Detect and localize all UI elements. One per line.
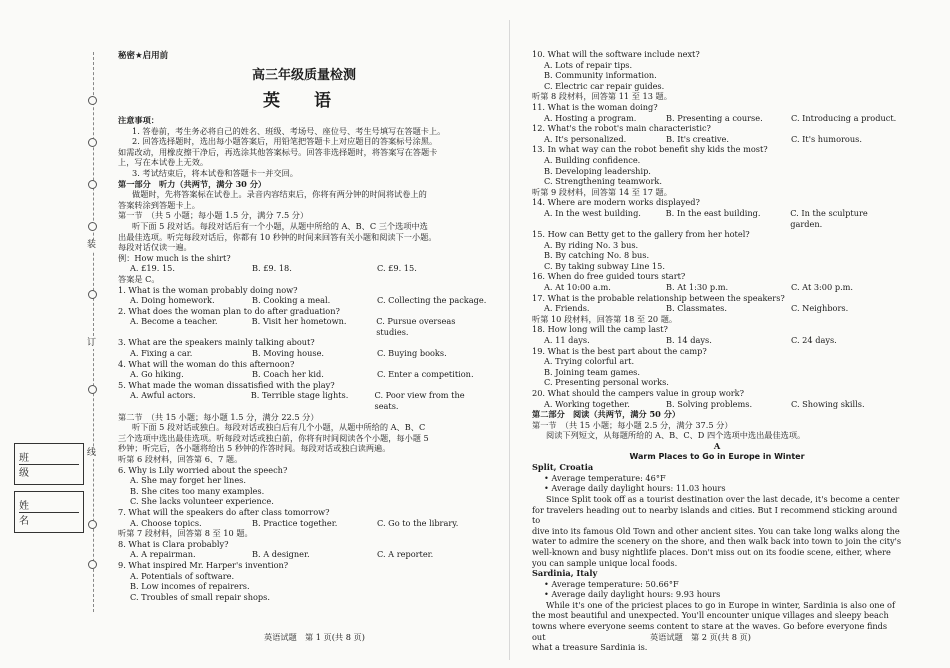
text-line: C. Strengthening teamwork. <box>544 176 662 187</box>
option-choice: C. Enter a competition. <box>377 369 474 380</box>
text-line: 20. What should the campers value in group work? <box>532 388 745 398</box>
text-line: A <box>713 440 721 451</box>
option-choice: A. Fixing a car. <box>130 348 193 359</box>
text-line: 3. 考试结束后，将本试卷和答题卡一并交回。 <box>132 167 298 178</box>
text-line: B. Low incomes of repairers. <box>130 581 250 592</box>
text-line: 听下面 5 段对话或独白。每段对话或独白后有几个小题，从题中所给的 A、B、C <box>132 422 426 433</box>
text-line: 14. Where are modern works displayed? <box>532 197 700 208</box>
option-choice: C. Buying books. <box>377 348 447 359</box>
left-column <box>118 115 490 602</box>
option-choice: C. Poor view from the seats. <box>374 390 465 412</box>
option-row <box>130 369 490 380</box>
option-choice: C. Showing skills. <box>791 398 865 409</box>
option-choice: C. £9. 15. <box>377 263 417 274</box>
text-line: Warm Places to Go in Europe in Winter <box>629 451 805 461</box>
text-line: 17. What is the probable relationship between the speakers? <box>532 292 785 303</box>
text-line: C. Presenting personal works. <box>544 377 669 388</box>
name-box[interactable] <box>14 491 84 533</box>
option-row <box>544 303 902 314</box>
text-line: A. She may forget her lines. <box>130 475 246 486</box>
text-line: 3. What are the speakers mainly talking about? <box>118 337 315 348</box>
text-line: C. She lacks volunteer experience. <box>130 496 274 507</box>
text-line: 15. How can Betty get to the gallery from her hotel? <box>532 229 750 240</box>
text-line: 8. What is Clara probably? <box>118 538 229 549</box>
option-choice: C. In the sculpture garden. <box>790 207 868 229</box>
confidential-label: 秘密★启用前 <box>118 51 169 61</box>
option-row <box>544 282 902 293</box>
text-line: 第一节 （共 5 小题；每小题 1.5 分，满分 7.5 分） <box>118 210 309 221</box>
option-choice: B. Practice together. <box>252 517 338 528</box>
text-line: 16. When do free guided tours start? <box>532 271 686 282</box>
option-choice: C. A reporter. <box>377 549 434 560</box>
page-footer-2: 英语试题 第 2 页(共 8 页) <box>650 632 751 642</box>
text-line: 注意事项： <box>118 115 159 125</box>
text-line: 5. What made the woman dissatisfied with the play? <box>118 379 335 390</box>
option-choice: C. Go to the library. <box>377 517 459 528</box>
option-choice: B. £9. 18. <box>252 263 292 274</box>
text-line: 6. Why is Lily worried about the speech? <box>118 464 288 475</box>
text-line: 4. What will the woman do this afternoon? <box>118 358 295 369</box>
option-choice: A. Awful actors. <box>130 390 196 401</box>
option-row <box>130 348 490 359</box>
text-line: 每段对话仅读一遍。 <box>118 242 192 253</box>
text-line: 第二部分 阅读（共两节，满分 50 分） <box>532 409 681 420</box>
option-choice: C. 24 days. <box>791 335 837 346</box>
text-line: Sardinia, Italy <box>532 568 598 579</box>
binding-margin <box>0 0 112 668</box>
class-label: 班 级 <box>19 453 43 479</box>
binding-char: 线 <box>87 448 97 458</box>
text-line: water to admire the scenery on the shore, and then walk back into town to join the city's <box>532 536 902 547</box>
option-choice: B. Moving house. <box>252 348 325 359</box>
text-line: B. Community information. <box>544 70 657 81</box>
text-line: well-known and busy nightlife places. Don't miss out on its foodie scene, either, where <box>532 546 891 557</box>
text-line: 听第 6 段材料，回答第 6、7 题。 <box>118 454 243 464</box>
text-line: for travelers heading out to nearby islands and cities. But I recommend sticking around to <box>532 504 898 526</box>
text-line: 19. What is the best part about the camp? <box>532 345 707 356</box>
binding-char: 装 <box>87 240 97 250</box>
option-choice: A. Choose topics. <box>130 517 202 528</box>
option-choice: A. It's personalized. <box>544 133 627 144</box>
text-line: 阅读下列短文，从每题所给的 A、B、C、D 四个选项中选出最佳选项。 <box>546 430 806 441</box>
text-line: 上，写在本试卷上无效。 <box>118 157 209 168</box>
binding-hole <box>88 520 97 529</box>
option-choice: A. £19. 15. <box>130 263 175 274</box>
right-column <box>532 49 902 653</box>
text-line: C. By taking subway Line 15. <box>544 260 665 271</box>
option-choice: B. A designer. <box>252 549 310 560</box>
text-line: 第一部分 听力（共两节，满分 30 分） <box>118 178 267 189</box>
text-line: 听下面 5 段对话。每段对话后有一个小题，从题中所给的 A、B、C 三个选项中选 <box>132 220 428 231</box>
option-choice: B. Visit her hometown. <box>251 316 347 327</box>
option-choice: C. It's humorous. <box>791 133 862 144</box>
option-choice: C. Collecting the package. <box>377 295 487 306</box>
option-choice: C. Introducing a product. <box>791 112 897 123</box>
text-line: the most beautiful and unexpected. You'll encounter unique villages and sleepy beach <box>532 610 889 621</box>
text-line: 13. In what way can the robot benefit shy kids the most? <box>532 144 768 155</box>
text-line: A. Building confidence. <box>544 154 641 165</box>
text-line: what a treasure Sardinia is. <box>532 642 648 653</box>
option-row <box>130 295 490 306</box>
text-line: 10. What will the software include next? <box>532 49 700 59</box>
option-row <box>130 316 490 337</box>
option-choice: B. Classmates. <box>666 303 727 314</box>
text-line: 2. What does the woman plan to do after graduation? <box>118 305 340 316</box>
binding-hole <box>88 222 97 231</box>
option-choice: B. Solving problems. <box>666 398 753 409</box>
text-line: 例：How much is the shirt? <box>118 252 231 263</box>
text-line: 第一节 （共 15 小题；每小题 2.5 分，满分 37.5 分） <box>532 419 733 430</box>
text-line: C. Electric car repair guides. <box>544 80 665 91</box>
option-row <box>544 134 902 145</box>
option-choice: A. Become a teacher. <box>130 316 218 327</box>
text-line: 如需改动，用橡皮擦干净后，再选涂其他答案标号。回答非选择题时，将答案写在答题卡 <box>118 146 438 157</box>
page-footer-1: 英语试题 第 1 页(共 8 页) <box>264 632 365 642</box>
binding-hole <box>88 385 97 394</box>
binding-hole <box>88 180 97 189</box>
text-line: 出最佳选项。听完每段对话后，你都有 10 秒钟的时间来回答有关小题和阅读下一小题。 <box>118 231 437 242</box>
text-line: B. Joining team games. <box>544 366 640 377</box>
text-line: 答案转涂到答题卡上。 <box>118 199 200 210</box>
option-row <box>130 518 490 529</box>
option-choice: B. In the east building. <box>665 207 761 218</box>
option-row <box>544 208 902 229</box>
text-line: B. By catching No. 8 bus. <box>544 250 650 261</box>
text-line: 答案是 C。 <box>118 273 160 284</box>
option-choice: A. Hosting a program. <box>544 112 637 123</box>
option-choice: C. Neighbors. <box>791 303 849 314</box>
text-line: 9. What inspired Mr. Harper's invention? <box>118 559 289 570</box>
text-line: A. Trying colorful art. <box>544 356 635 367</box>
text-line: • Average daily daylight hours: 9.93 hours <box>544 589 721 600</box>
binding-hole <box>88 96 97 105</box>
text-line: 第二节 （共 15 小题；每小题 1.5 分，满分 22.5 分） <box>118 411 319 422</box>
option-choice: B. 14 days. <box>666 335 712 346</box>
option-choice: B. Coach her kid. <box>252 369 324 380</box>
text-line: • Average daily daylight hours: 11.03 hours <box>544 483 726 494</box>
text-line: 11. What is the woman doing? <box>532 101 658 112</box>
text-line: A. Potentials of software. <box>130 570 235 581</box>
text-line: 1. 答卷前，考生务必将自己的姓名、班级、考场号、座位号、考生号填写在答题卡上。 <box>132 125 446 136</box>
subject-title: 英 语 <box>263 91 345 111</box>
option-choice: A. Doing homework. <box>130 295 215 306</box>
option-row <box>130 549 490 560</box>
option-choice: C. At 3:00 p.m. <box>791 282 854 293</box>
text-line: 12. What's the robot's main characteristic? <box>532 123 711 134</box>
text-line: 三个选项中选出最佳选项。听每段对话或独白前，你将有时间阅读各个小题，每小题 5 <box>118 432 429 443</box>
text-line: Split, Croatia <box>532 462 594 473</box>
option-row <box>544 335 902 346</box>
option-row <box>544 399 902 410</box>
option-choice: C. Pursue overseas studies. <box>376 316 456 337</box>
text-line: 1. What is the woman probably doing now? <box>118 284 298 295</box>
text-line: Since Split took off as a tourist destination over the last decade, it's become a center <box>546 493 900 504</box>
text-line: • Average temperature: 46°F <box>544 472 666 483</box>
text-line: 18. How long will the camp last? <box>532 324 668 335</box>
class-box[interactable] <box>14 443 84 485</box>
name-label: 姓 名 <box>19 501 43 527</box>
text-line: 秒钟；听完后，各小题将给出 5 秒钟的作答时间。每段对话或独白读两遍。 <box>118 443 391 454</box>
option-choice: A. Friends. <box>544 303 590 314</box>
option-choice: A. In the west building. <box>544 207 641 218</box>
text-line: B. She cites too many examples. <box>130 485 265 496</box>
text-line: towns where everyone seems content to stare at the waves. Go before everyone finds out <box>532 621 888 642</box>
option-row <box>130 390 490 411</box>
option-choice: A. 11 days. <box>544 335 590 346</box>
option-choice: A. A repairman. <box>130 549 196 560</box>
text-line: 听第 9 段材料，回答第 14 至 17 题。 <box>532 186 672 197</box>
text-line: B. Developing leadership. <box>544 165 651 176</box>
option-choice: A. Go hiking. <box>130 369 184 380</box>
option-choice: B. Presenting a course. <box>666 112 763 123</box>
text-line: While it's one of the priciest places to go in Europe in winter, Sardinia is also one of <box>546 599 895 610</box>
text-line: • Average temperature: 50.66°F <box>544 578 679 589</box>
text-line: 听第 10 段材料，回答第 18 至 20 题。 <box>532 313 678 324</box>
text-line: A. Lots of repair tips. <box>544 59 633 70</box>
text-line: A. By riding No. 3 bus. <box>544 239 639 250</box>
option-row <box>130 263 490 274</box>
option-choice: B. It's creative. <box>666 133 730 144</box>
binding-char: 订 <box>87 338 97 348</box>
text-line: 听第 7 段材料，回答第 8 至 10 题。 <box>118 528 253 539</box>
text-line: C. Troubles of small repair shops. <box>130 591 270 602</box>
text-line: 听第 8 段材料，回答第 11 至 13 题。 <box>532 91 672 102</box>
option-choice: B. Terrible stage lights. <box>250 390 349 401</box>
exam-title: 高三年级质量检测 <box>251 68 356 83</box>
text-line: 2. 回答选择题时，选出每小题答案后，用铅笔把答题卡上对应题目的答案标号涂黑。 <box>132 136 438 147</box>
binding-hole <box>88 138 97 147</box>
text-line: dive into its famous Old Town and other ancient sites. You can take long walks along the <box>532 525 900 536</box>
text-line: you can sample unique local foods. <box>532 557 678 568</box>
binding-hole <box>88 290 97 299</box>
option-choice: B. Cooking a meal. <box>252 295 331 306</box>
binding-hole <box>88 560 97 569</box>
option-choice: B. At 1:30 p.m. <box>666 282 729 293</box>
option-choice: A. At 10:00 a.m. <box>544 282 611 293</box>
option-choice: A. Working together. <box>544 398 630 409</box>
option-row <box>544 113 902 124</box>
text-line: 7. What will the speakers do after class tomorrow? <box>118 506 330 517</box>
page-divider <box>509 20 510 660</box>
text-line: 做题时，先将答案标在试卷上。录音内容结束后，你将有两分钟的时间将试卷上的 <box>132 189 427 200</box>
